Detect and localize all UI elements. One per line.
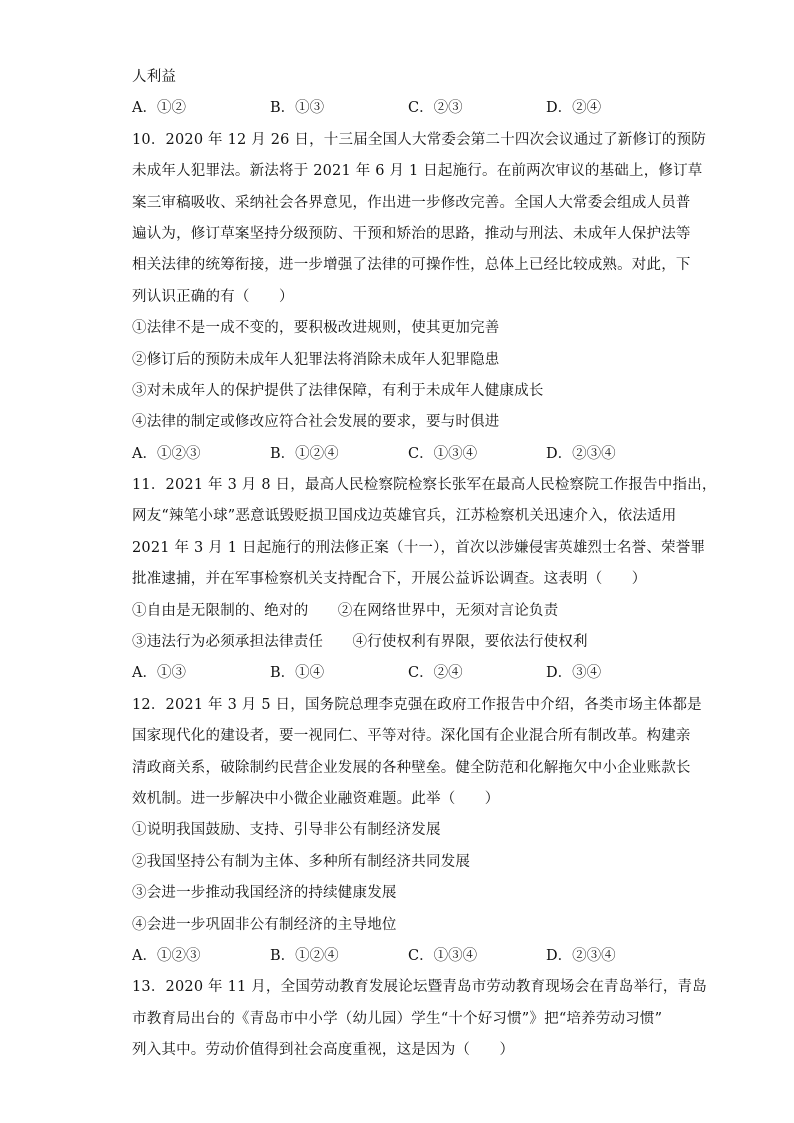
q11-option-b: B．①④ bbox=[270, 665, 325, 682]
q11-option-a: A．①③ bbox=[132, 665, 186, 682]
question-10 bbox=[132, 125, 706, 470]
q10-stem-line: 相关法律的统筹衔接，进一步增强了法律的可操作性，总体上已经比较成熟。对此，下 bbox=[132, 257, 691, 274]
q12-item: ②我国坚持公有制为主体、多种所有制经济共同发展 bbox=[132, 853, 471, 870]
continued-text-line: 人利益 bbox=[132, 69, 177, 85]
q12-option-c: C．①③④ bbox=[408, 947, 478, 964]
q10-option-a: A．①②③ bbox=[132, 445, 201, 462]
q11-option-d: D．③④ bbox=[546, 665, 602, 682]
q12-stem-line: 国家现代化的建设者，要一视同仁、平等对待。深化国有企业混合所有制改革。构建亲 bbox=[132, 728, 691, 745]
q11-option-c: C．②④ bbox=[408, 665, 463, 682]
q9-option-d: D．②④ bbox=[546, 100, 602, 117]
q12-option-a: A．①②③ bbox=[132, 947, 201, 964]
q13-stem-line: 13．2020 年 11 月，全国劳动教育发展论坛暨青岛市劳动教育现场会在青岛举行，青岛 bbox=[132, 979, 707, 996]
q11-stem-line: 2021 年 3 月 1 日起施行的刑法修正案（十一），首次以涉嫌侵害英雄烈士名誉、荣誉罪 bbox=[132, 539, 706, 556]
q11-stem-line: 批准逮捕，并在军事检察机关支持配合下，开展公益诉讼调查。这表明（ ） bbox=[132, 571, 647, 588]
q11-item: ①自由是无限制的、绝对的 ②在网络世界中，无须对言论负责 bbox=[132, 602, 559, 619]
q12-item: ④会进一步巩固非公有制经济的主导地位 bbox=[132, 916, 397, 933]
q10-item: ①法律不是一成不变的，要积极改进规则，使其更加完善 bbox=[132, 320, 500, 337]
question-13 bbox=[132, 972, 707, 1066]
q12-item: ①说明我国鼓励、支持、引导非公有制经济发展 bbox=[132, 822, 441, 839]
q12-options bbox=[132, 941, 672, 972]
q9-option-b: B．①③ bbox=[270, 100, 325, 117]
q10-stem-line: 案三审稿吸收、采纳社会各界意见，作出进一步修改完善。全国人大常委会组成人员普 bbox=[132, 194, 691, 211]
q12-option-d: D．②③④ bbox=[546, 947, 616, 964]
q10-option-c: C．①③④ bbox=[408, 445, 478, 462]
q10-option-d: D．②③④ bbox=[546, 445, 616, 462]
q9-option-a: A．①② bbox=[132, 100, 186, 117]
q13-stem-line: 市教育局出台的《青岛市中小学（幼儿园）学生“十个好习惯”》把“培养劳动习惯” bbox=[132, 1010, 663, 1027]
q10-item: ④法律的制定或修改应符合社会发展的要求，要与时俱进 bbox=[132, 414, 500, 431]
exam-page bbox=[132, 62, 717, 1067]
q10-stem-line: 遍认为，修订草案坚持分级预防、干预和矫治的思路，推动与刑法、未成年人保护法等 bbox=[132, 225, 691, 242]
q12-stem-line: 12．2021 年 3 月 5 日，国务院总理李克强在政府工作报告中介绍，各类市场主体都是 bbox=[132, 696, 702, 713]
q10-stem-line: 未成年人犯罪法。新法将于 2021 年 6 月 1 日起施行。在前两次审议的基础上，修订草 bbox=[132, 163, 703, 180]
q10-stem-line: 列认识正确的有（ ） bbox=[132, 288, 294, 305]
q9-option-c: C．②③ bbox=[408, 100, 463, 117]
q12-item: ③会进一步推动我国经济的持续健康发展 bbox=[132, 885, 397, 902]
q10-item: ③对未成年人的保护提供了法律保障，有利于未成年人健康成长 bbox=[132, 382, 544, 399]
q11-item: ③违法行为必须承担法律责任 ④行使权利有界限，要依法行使权利 bbox=[132, 634, 588, 651]
q9-options bbox=[132, 93, 672, 124]
q11-stem-line: 网友“辣笔小球”恶意诋毁贬损卫国戍边英雄官兵，江苏检察机关迅速介入，依法适用 bbox=[132, 508, 677, 525]
q11-stem-line: 11．2021 年 3 月 8 日，最高人民检察院检察长张军在最高人民检察院工作报告中指出， bbox=[132, 477, 717, 494]
question-12 bbox=[132, 690, 702, 973]
q10-options bbox=[132, 439, 672, 470]
q12-stem-line: 效机制。进一步解决中小微企业融资难题。此举（ ） bbox=[132, 790, 500, 807]
q12-stem-line: 清政商关系，破除制约民营企业发展的各种壁垒。健全防范和化解拖欠中小企业账款长 bbox=[132, 759, 691, 776]
q12-option-b: B．①②④ bbox=[270, 947, 339, 964]
q13-stem-line: 列入其中。劳动价值得到社会高度重视，这是因为（ ） bbox=[132, 1042, 515, 1059]
q10-option-b: B．①②④ bbox=[270, 445, 339, 462]
q10-stem-line: 10．2020 年 12 月 26 日，十三届全国人大常委会第二十四次会议通过了新修订的预防 bbox=[132, 131, 706, 148]
q11-options bbox=[132, 658, 672, 689]
q10-item: ②修订后的预防未成年人犯罪法将消除未成年人犯罪隐患 bbox=[132, 351, 500, 368]
question-11 bbox=[132, 470, 717, 690]
